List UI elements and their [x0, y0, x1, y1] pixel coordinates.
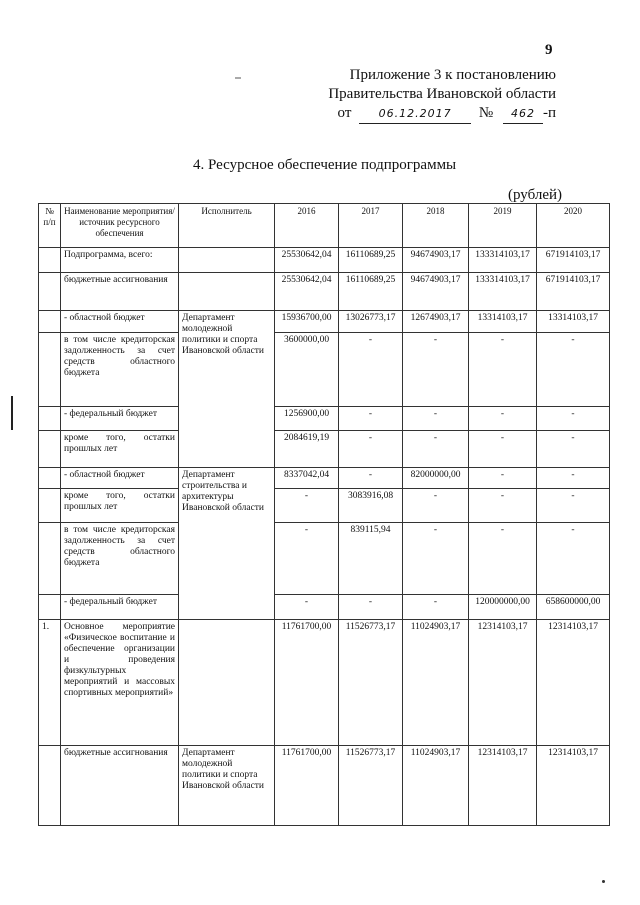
value-2017: 3083916,08 — [339, 489, 403, 523]
value-2019: 13314103,17 — [469, 311, 537, 333]
row-number — [39, 311, 61, 333]
value-2019: - — [469, 523, 537, 595]
row-name: - федеральный бюджет — [61, 595, 179, 620]
table-row — [39, 407, 610, 431]
value-2018: 11024903,17 — [403, 746, 469, 826]
section-title: 4. Ресурсное обеспечение подпрограммы — [193, 157, 457, 173]
header-cell: 2016 — [275, 204, 339, 248]
appendix-line-1: Приложение 3 к постановлению — [349, 67, 556, 83]
table-row — [39, 468, 610, 489]
row-executor — [179, 620, 275, 746]
handwritten-date: 06.12.2017 — [378, 107, 452, 120]
header-cell: Исполнитель — [179, 204, 275, 248]
table-row — [39, 333, 610, 407]
table-row — [39, 431, 610, 468]
appendix-line-2: Правительства Ивановской области — [328, 86, 556, 102]
value-2016: 11761700,00 — [275, 746, 339, 826]
row-number — [39, 489, 61, 523]
value-2020: - — [537, 468, 610, 489]
resource-table — [38, 203, 610, 826]
value-2016: - — [275, 595, 339, 620]
row-name: бюджетные ассигнования — [61, 273, 179, 311]
value-2018: - — [403, 489, 469, 523]
margin-mark — [11, 396, 13, 430]
value-2018: - — [403, 407, 469, 431]
value-2019: 120000000,00 — [469, 595, 537, 620]
row-executor — [179, 595, 275, 620]
row-name: в том числе кредиторская задолженность за счет средств областного бюджета — [61, 333, 179, 407]
from-label: от — [337, 105, 352, 121]
row-number — [39, 431, 61, 468]
value-2016: 25530642,04 — [275, 273, 339, 311]
header-cell: 2020 — [537, 204, 610, 248]
table-row — [39, 248, 610, 273]
appendix-date-line — [328, 104, 556, 124]
value-2016: 1256900,00 — [275, 407, 339, 431]
row-number — [39, 248, 61, 273]
row-number — [39, 746, 61, 826]
executor-youth-sport: Департамент молодежной политики и спорта Ивановской области — [179, 746, 275, 826]
value-2018: 94674903,17 — [403, 248, 469, 273]
row-name: Основное мероприятие «Физическое воспитание и обеспечение организации и проведения физкультурных мероприятий и массовых спортивных мероприятий» — [61, 620, 179, 746]
row-name: кроме того, остатки прошлых лет — [61, 431, 179, 468]
value-2020: 671914103,17 — [537, 273, 610, 311]
value-2018: - — [403, 333, 469, 407]
value-2020: - — [537, 333, 610, 407]
value-2017: - — [339, 407, 403, 431]
value-2016: 3600000,00 — [275, 333, 339, 407]
value-2019: - — [469, 407, 537, 431]
header-cell: 2019 — [469, 204, 537, 248]
value-2017: - — [339, 468, 403, 489]
executor-construction: Департамент строительства и архитектуры Ивановской области — [179, 468, 275, 595]
value-2019: 12314103,17 — [469, 746, 537, 826]
value-2016: - — [275, 523, 339, 595]
row-number: 1. — [39, 620, 61, 746]
header-cell: Наименование мероприятия/источник ресурсного обеспечения — [61, 204, 179, 248]
value-2020: 671914103,17 — [537, 248, 610, 273]
value-2018: 11024903,17 — [403, 620, 469, 746]
value-2017: - — [339, 595, 403, 620]
row-number — [39, 595, 61, 620]
row-name: - федеральный бюджет — [61, 407, 179, 431]
value-2020: - — [537, 431, 610, 468]
value-2016: 11761700,00 — [275, 620, 339, 746]
value-2017: 13026773,17 — [339, 311, 403, 333]
row-number — [39, 273, 61, 311]
page-number: 9 — [545, 42, 553, 58]
row-number — [39, 468, 61, 489]
value-2020: - — [537, 407, 610, 431]
value-2019: - — [469, 468, 537, 489]
value-2016: 8337042,04 — [275, 468, 339, 489]
scan-speck — [235, 77, 241, 79]
handwritten-number: 462 — [510, 107, 535, 120]
value-2019: - — [469, 431, 537, 468]
value-2020: 12314103,17 — [537, 746, 610, 826]
value-2016: 15936700,00 — [275, 311, 339, 333]
value-2017: - — [339, 333, 403, 407]
value-2019: 133314103,17 — [469, 248, 537, 273]
value-2019: - — [469, 489, 537, 523]
header-cell: № п/п — [39, 204, 61, 248]
value-2018: 82000000,00 — [403, 468, 469, 489]
row-executor — [179, 248, 275, 273]
value-2017: 839115,94 — [339, 523, 403, 595]
units-label: (рублей) — [508, 187, 563, 203]
row-number — [39, 333, 61, 407]
table-row — [39, 595, 610, 620]
row-name: в том числе кредиторская задолженность за счет средств областного бюджета — [61, 523, 179, 595]
table-row — [39, 273, 610, 311]
row-name: - областной бюджет — [61, 311, 179, 333]
value-2020: 658600000,00 — [537, 595, 610, 620]
header-cell: 2018 — [403, 204, 469, 248]
value-2018: - — [403, 431, 469, 468]
table-row — [39, 489, 610, 523]
value-2019: 12314103,17 — [469, 620, 537, 746]
scan-dot — [602, 880, 605, 883]
table-row — [39, 746, 610, 826]
row-executor — [179, 273, 275, 311]
value-2019: - — [469, 333, 537, 407]
value-2018: 12674903,17 — [403, 311, 469, 333]
table-header-row — [39, 204, 610, 248]
value-2020: 12314103,17 — [537, 620, 610, 746]
row-name: бюджетные ассигнования — [61, 746, 179, 826]
appendix-header — [328, 66, 556, 124]
number-suffix: -п — [542, 105, 556, 121]
value-2017: 16110689,25 — [339, 273, 403, 311]
row-name: Подпрограмма, всего: — [61, 248, 179, 273]
value-2017: 16110689,25 — [339, 248, 403, 273]
value-2020: 13314103,17 — [537, 311, 610, 333]
row-number — [39, 407, 61, 431]
table-row — [39, 523, 610, 595]
value-2018: - — [403, 595, 469, 620]
row-number — [39, 523, 61, 595]
value-2020: - — [537, 489, 610, 523]
value-2018: - — [403, 523, 469, 595]
value-2016: - — [275, 489, 339, 523]
executor-youth-sport: Департамент молодежной политики и спорта Ивановской области — [179, 311, 275, 468]
row-name: - областной бюджет — [61, 468, 179, 489]
value-2017: 11526773,17 — [339, 620, 403, 746]
header-cell: 2017 — [339, 204, 403, 248]
value-2020: - — [537, 523, 610, 595]
row-name: кроме того, остатки прошлых лет — [61, 489, 179, 523]
value-2017: - — [339, 431, 403, 468]
value-2016: 25530642,04 — [275, 248, 339, 273]
value-2017: 11526773,17 — [339, 746, 403, 826]
table-row — [39, 620, 610, 746]
number-label: № — [478, 105, 494, 121]
resource-table-container — [38, 203, 609, 826]
value-2018: 94674903,17 — [403, 273, 469, 311]
value-2016: 2084619,19 — [275, 431, 339, 468]
table-row — [39, 311, 610, 333]
value-2019: 133314103,17 — [469, 273, 537, 311]
